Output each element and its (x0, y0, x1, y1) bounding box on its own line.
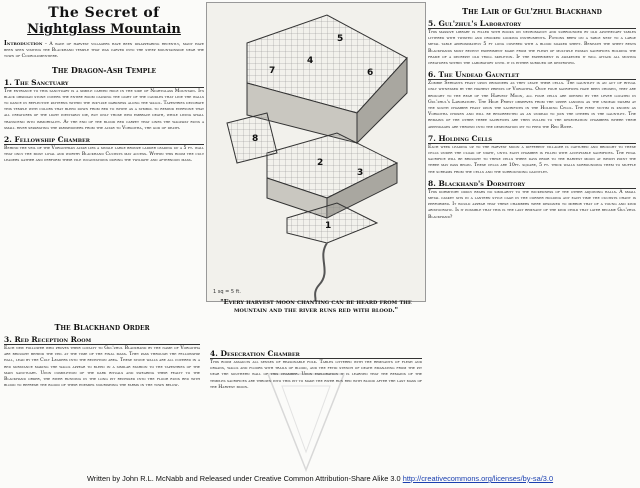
quote: "Every harvest moon chanting can be heard from the mountain and the river runs red with blood." (220, 298, 412, 315)
map-room-7: 7 (269, 66, 276, 76)
s5-text: This massive library is filled with books on necromancy and surrounded by old apothecary tables littered with twisted and crooked looking instruments. Potions brew on a table next to a large metal table approximately 5 ft long covered with a blood soaked sheet. Beneath the sheet rests Blackhands most recent experiment made from the flesh of multiple human sacrifices holding the frame of a decrepit old troll skeleton. If the experiment is awakened it will attack all moving creatures within the laboratory until it is either subdued or destroyed. (428, 30, 636, 67)
bottom-left-column (4, 318, 200, 390)
title-line2: Nightglass Mountain (27, 22, 181, 37)
s7-text: Each week leading up to the harvest moon a different villager is captured and brought to these cells under the cloak of night, until each chamber is filled with acceptable sacrifices. The final sacrifice will be brought to these cells three days prior to the harvest moon at which point the three may pass begin. These cells are 10ft. square, 5 ft. thick walls surrounding them to muffle the screams from the cells and the surrounding gauntlet. (428, 144, 636, 175)
s1-text: The entrance to this sanctuary is a simple carved hole in the side of Nightglass Mountain. Its black obsidian stone covers the entire room causing the light of the candles that line the walls to dance in reflective patterns within the ink-like darkness along the walls. Tapestries decorate this temple with colors that bleed down from red to white as a symbol to remind everyone that all creatures of the light inevitably die, but only those who embrace death, while living shall transcend into immortality. At the end of the blood red carpet that lines the walkway runs a small river separating the parishioners from the altar to Vorgotha, the god of death. (4, 88, 204, 131)
s6-text: Zombie Servants feast upon prisoners as they leave their cells. The gauntlet is an act of ritual only witnessed by the highest priests of Vorgotha. Once four sacrifices have been chosen, they are brought to the rear of the Harvest Moon, all four cells are opened by the lever located in Gul'zhul's Laboratory. The High Priest observes from the upper landing as the undead swarm at the south chamber feast upon the sacrifices in the Holding Cells. The first victim is known as Vorgotha chosen and will be resurrected as an undead to join the others in the gauntlet. The remains of the other three sacrifices are then pulled to the desecration chambers where their appendages are thrown into the desecration pit to feed the Red River. (428, 81, 636, 130)
s8-heading: 8. Blackhand's Dormitory (428, 179, 636, 189)
map-drawing (207, 3, 425, 301)
title-line1: The Secret of (48, 5, 160, 21)
map-room-1: 1 (325, 221, 332, 231)
map-scale: 1 sq = 5 ft. (213, 289, 241, 295)
s6-heading: 6. The Undead Gauntlet (428, 70, 636, 80)
s7-heading: 7. Holding Cells (428, 134, 636, 144)
left-column (4, 2, 204, 166)
intro-label: Introduction (4, 40, 43, 47)
map-room-5: 5 (337, 34, 344, 44)
temple-heading: The Dragon-Ash Temple (51, 64, 157, 75)
map-room-8: 8 (252, 134, 259, 144)
lair-heading: The Lair of Gul'zhul Blackhand (462, 6, 602, 16)
s8-text: This dormitory oddly bears no similarity to the wickedness of the other adjoining halls. A small metal casket sits in a lantern style cage in the corner holding any each time the cultists chant is performed. It would appear that these chambers were designed to mirror that of a young and kind aristocratic. Is it possible that this is the last remnant of the kind child that later became Gul'zhul Blackhand? (428, 189, 636, 220)
footer (0, 474, 640, 483)
s2-heading: 2. Fellowship Chamber (4, 135, 204, 145)
s4-text: This room assaults all senses of reasonable folk. Tables littered with the remnants of flesh and organs, walls and floors with trails of blood, and the fetid stench of death emanating from the pit near the southern wall of this chamber. Upon exploration it is learned that the remains of the temples sacrifices are thrown into this pit to make the river run red with blood after the last mass of the Harvest moon. (210, 360, 422, 390)
s2-text: Behind the veil of the Vorgothian altar lies a single large bronze ladder leading up a 5 ft. wall that only the most loyal and worthy Blackhand Cultists may access. Within this room the cult leaders gather and perform their vile incantations during the twilight and afternoon mass. (4, 146, 204, 164)
s5-heading: 5. Gul'zhul's Laboratory (428, 19, 636, 29)
s3-heading: 3. Red Reception Room (4, 335, 200, 345)
map-room-2: 2 (317, 158, 324, 168)
footer-license-link[interactable]: http://creativecommons.org/licenses/by-sa/3.0 (402, 474, 554, 483)
right-column (428, 2, 636, 222)
s1-heading: 1. The Sanctuary (4, 78, 204, 88)
intro-paragraph (4, 41, 204, 61)
map-room-4: 4 (307, 56, 314, 66)
map-room-6: 6 (367, 68, 374, 78)
middle-bottom-column (210, 346, 422, 392)
dungeon-map (206, 2, 426, 302)
intro-text: – A wave of harvest villagers have been disappearing recently, many have been seen visiting the Blackhand temple that was carved into the steep mountainside near the town of Courolumentiere. (4, 42, 204, 60)
map-room-3: 3 (357, 168, 364, 178)
footer-text: Written by John R.L. McNabb and Released under Creative Common Attribution-Share Alike 3.0 (86, 474, 401, 483)
order-heading: The Blackhand Order (54, 322, 150, 332)
s4-heading: 4. Desecration Chamber (210, 349, 422, 359)
s3-text: Each new follower who proves their loyalty to Gul'zhul Blackhand by the name of Vorgotha are brought behind the veil at the time of the final mass. They pass through the fellowship hall, lead by the Cult Leaders into the reception area. These stone walls are all covered in a red substance making the walls appear to bleed in a similar fashion to the tapestries of the main sanctuary. Upon completion of the dark rituals and swearing their fealty to the Blackhand order, the river running in the long pit recessed into the floor runs red with blood to refresh the blood of their enemies nourishing the farms in the town below. (4, 346, 200, 389)
